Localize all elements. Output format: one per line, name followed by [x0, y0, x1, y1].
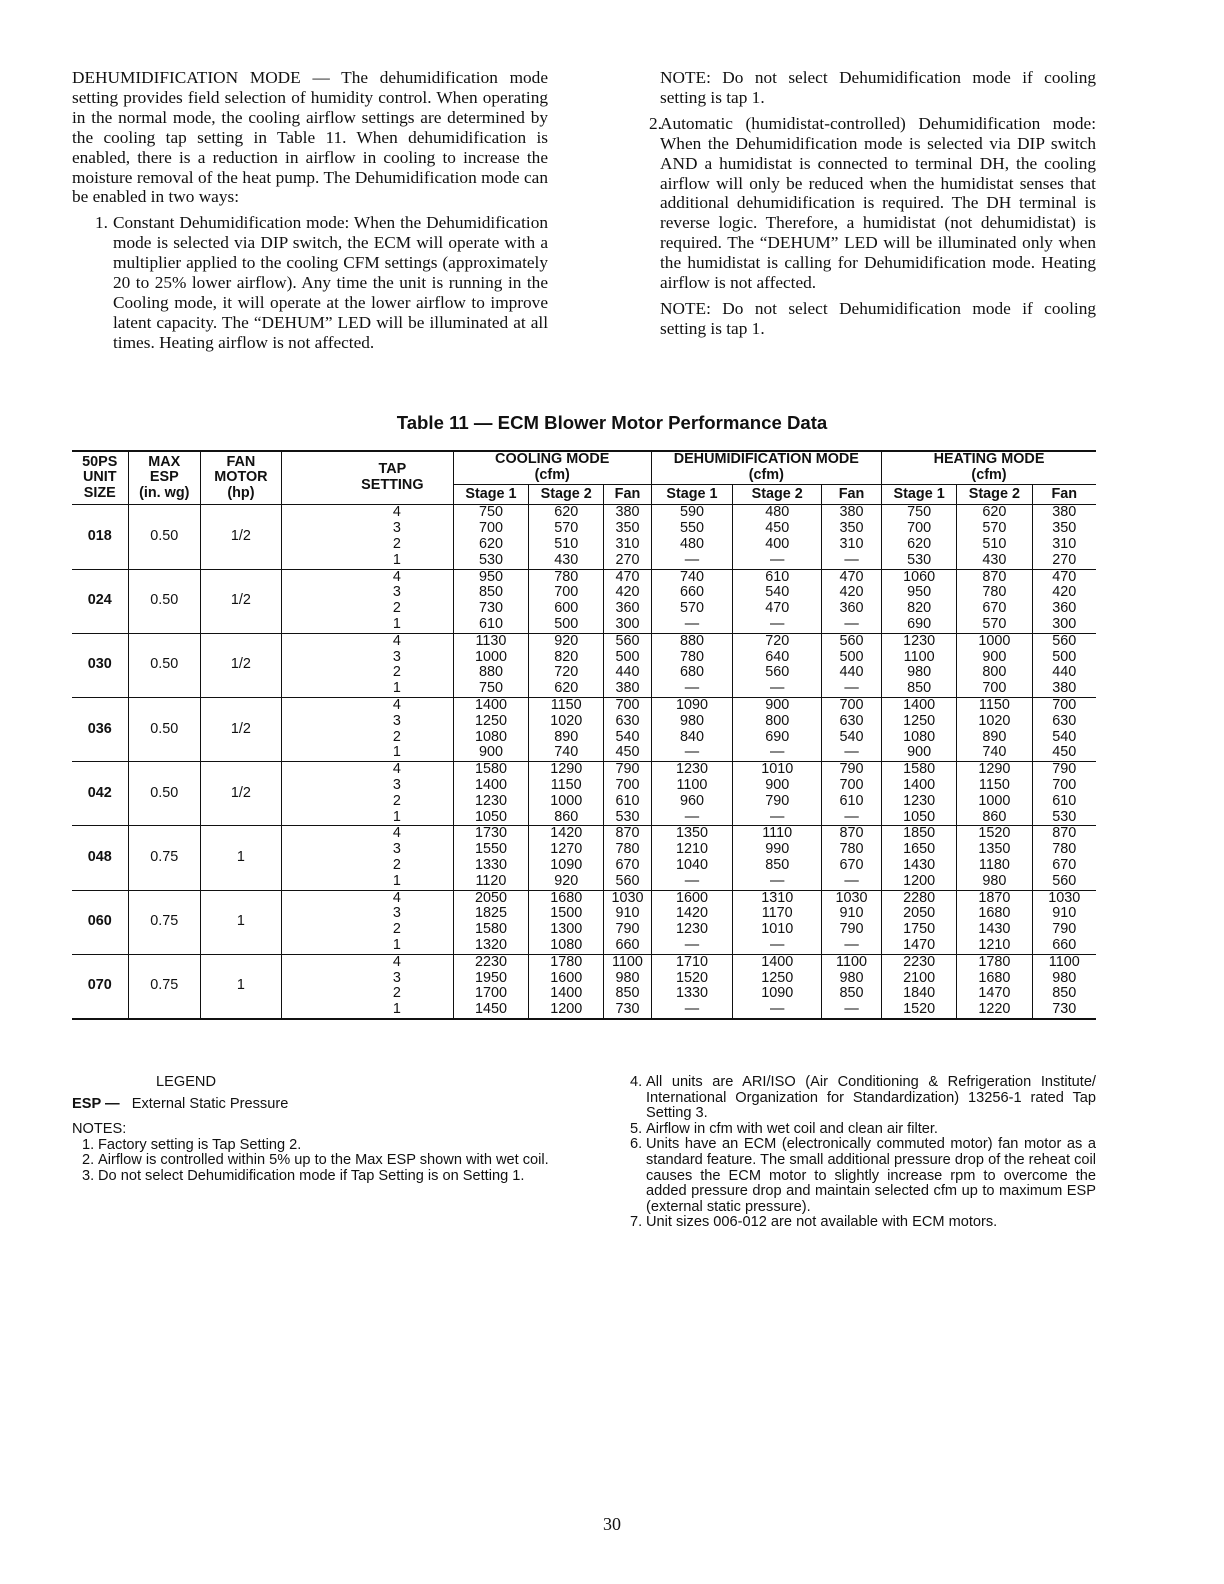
cooling-stage2-cell: 780 700 600 500 — [529, 569, 604, 633]
tap-setting-cell: 4 3 2 1 — [281, 890, 453, 954]
notes-list-right — [620, 1075, 1096, 1231]
dehum-stage1-cell: 740 660 570 — — [651, 569, 733, 633]
heating-stage2-cell: 1290 1150 1000 860 — [957, 762, 1032, 826]
fan-motor-hp-cell: 1/2 — [200, 762, 281, 826]
fan-motor-hp-cell: 1/2 — [200, 505, 281, 569]
heating-stage1-cell: 1850 1650 1430 1200 — [882, 826, 957, 890]
legend-esp — [72, 1097, 552, 1113]
note-item: 2. Airflow is controlled within 5% up to the Max ESP shown with wet coil. — [82, 1152, 549, 1169]
tap-setting-cell: 4 3 2 1 — [281, 633, 453, 697]
header-max-esp: MAX ESP (in. wg) — [128, 451, 200, 505]
dehum-fan-cell: 470 420 360 — — [822, 569, 882, 633]
note-item: 5. Airflow in cfm with wet coil and clean air filter. — [630, 1120, 938, 1137]
cooling-fan-cell: 560 500 440 380 — [604, 633, 651, 697]
table-row — [72, 826, 1096, 890]
table-row — [72, 505, 1096, 569]
heating-stage1-cell: 2280 2050 1750 1470 — [882, 890, 957, 954]
list-item — [72, 213, 548, 352]
dehum-stage2-cell: 720 640 560 — — [733, 633, 822, 697]
cooling-stage2-cell: 1680 1500 1300 1080 — [529, 890, 604, 954]
cooling-fan-cell: 870 780 670 560 — [604, 826, 651, 890]
constant-dehumidification-text: Constant Dehumidification mode: When the Dehumidification mode is selected via DIP switch, the ECM will operate with a multiplier applied to the cooling CFM settings (approximately 20 to 25% lower airflow). Any time the unit is running in the Cooling mode, it will operate at the lower airflow to improve latent capacity. The “DEHUM” LED will be illuminated at all times. Heating airflow is not affected. — [113, 213, 548, 352]
cooling-fan-cell: 470 420 360 300 — [604, 569, 651, 633]
note-item: 4. All units are ARI/ISO (Air Conditioning & Refrigeration Institute/ International Organization for Standardization) 13256-1 rated Tap Setting 3. — [630, 1074, 1096, 1122]
heating-stage2-cell: 1150 1020 890 740 — [957, 697, 1032, 761]
cooling-stage2-cell: 1150 1020 890 740 — [529, 697, 604, 761]
heating-fan-cell: 700 630 540 450 — [1032, 697, 1096, 761]
heating-fan-cell: 470 420 360 300 — [1032, 569, 1096, 633]
note-text: NOTE: Do not select Dehumidification mode if cooling setting is tap 1. — [660, 298, 1096, 338]
heating-stage2-cell: 620 570 510 430 — [957, 505, 1032, 569]
unit-size-cell: 036 — [72, 697, 128, 761]
notes-right-block — [620, 1075, 1096, 1231]
dehum-fan-cell: 560 500 440 — — [822, 633, 882, 697]
table-row — [72, 762, 1096, 826]
legend-abbreviation: ESP — — [72, 1095, 120, 1112]
max-esp-cell: 0.50 — [128, 505, 200, 569]
list-number: 1. — [95, 213, 108, 233]
note-item: 3. Do not select Dehumidification mode if Tap Setting is on Setting 1. — [82, 1167, 525, 1184]
tap-setting-cell: 4 3 2 1 — [281, 762, 453, 826]
list-item — [600, 114, 1096, 293]
max-esp-cell: 0.50 — [128, 697, 200, 761]
automatic-dehumidification-text: Automatic (humidistat-controlled) Dehumidification mode: When the Dehumidification mode is selected via DIP switch AND a humidistat is connected to terminal DH, the cooling airflow will only be reduced when the humidistat senses that additional dehumidification is required. The DH terminal is reverse logic. Therefore, a humidistat (not dehumidistat) is required. The “DEHUM” LED will be illuminated only when the humidistat is calling for Dehumidification mode. Heating airflow is not affected. — [660, 113, 1096, 293]
header-cooling-stage1: Stage 1 — [453, 484, 528, 505]
dehum-stage1-cell: 1230 1100 960 — — [651, 762, 733, 826]
cooling-stage2-cell: 620 570 510 430 — [529, 505, 604, 569]
heating-fan-cell: 790 700 610 530 — [1032, 762, 1096, 826]
cooling-stage1-cell: 1130 1000 880 750 — [453, 633, 528, 697]
dehum-fan-cell: 700 630 540 — — [822, 697, 882, 761]
dehum-fan-cell: 790 700 610 — — [822, 762, 882, 826]
dehum-fan-cell: 870 780 670 — — [822, 826, 882, 890]
max-esp-cell: 0.75 — [128, 890, 200, 954]
dehumidification-mode-paragraph: DEHUMIDIFICATION MODE — The dehumidification mode setting provides field selection of humidity control. When operating in the normal mode, the cooling airflow settings are determined by the cooling tap setting in Table 11. When dehumidification is enabled, there is a reduction in airflow in cooling to increase the moisture removal of the heat pump. The Dehumidification mode can be enabled in two ways: — [72, 68, 548, 207]
fan-motor-hp-cell: 1 — [200, 826, 281, 890]
table-row — [72, 697, 1096, 761]
max-esp-cell: 0.50 — [128, 762, 200, 826]
tap-setting-cell: 4 3 2 1 — [281, 569, 453, 633]
cooling-stage2-cell: 1290 1150 1000 860 — [529, 762, 604, 826]
dehum-stage2-cell: 610 540 470 — — [733, 569, 822, 633]
cooling-stage1-cell: 750 700 620 530 — [453, 505, 528, 569]
heating-stage1-cell: 1400 1250 1080 900 — [882, 697, 957, 761]
heating-stage1-cell: 1580 1400 1230 1050 — [882, 762, 957, 826]
heating-stage1-cell: 750 700 620 530 — [882, 505, 957, 569]
header-heating-stage2: Stage 2 — [957, 484, 1032, 505]
cooling-stage1-cell: 2050 1825 1580 1320 — [453, 890, 528, 954]
header-cooling-mode: COOLING MODE (cfm) — [453, 451, 651, 484]
legend-definition: External Static Pressure — [131, 1095, 289, 1112]
fan-motor-hp-cell: 1/2 — [200, 569, 281, 633]
cooling-fan-cell: 1100 980 850 730 — [604, 954, 651, 1019]
dehum-fan-cell: 1030 910 790 — — [822, 890, 882, 954]
heating-stage2-cell: 1520 1350 1180 980 — [957, 826, 1032, 890]
dehum-stage2-cell: 1110 990 850 — — [733, 826, 822, 890]
cooling-fan-cell: 700 630 540 450 — [604, 697, 651, 761]
note-item: 1. Factory setting is Tap Setting 2. — [82, 1136, 302, 1153]
cooling-stage1-cell: 1400 1250 1080 900 — [453, 697, 528, 761]
unit-size-cell: 042 — [72, 762, 128, 826]
dehum-stage1-cell: 1710 1520 1330 — — [651, 954, 733, 1019]
heating-fan-cell: 560 500 440 380 — [1032, 633, 1096, 697]
dehum-stage1-cell: 880 780 680 — — [651, 633, 733, 697]
cooling-fan-cell: 1030 910 790 660 — [604, 890, 651, 954]
dehum-stage1-cell: 590 550 480 — — [651, 505, 733, 569]
max-esp-cell: 0.50 — [128, 633, 200, 697]
note-item: 6. Units have an ECM (electronically commuted motor) fan motor as a standard feature. The small additional pressure drop of the reheat coil causes the ECM motor to slightly increase rpm to overcome the added pressure drop and maintain selected cfm up to maximum ESP (external static pressure). — [630, 1136, 1096, 1215]
unit-size-cell: 060 — [72, 890, 128, 954]
dehum-stage2-cell: 1010 900 790 — — [733, 762, 822, 826]
table-row — [72, 569, 1096, 633]
tap-setting-cell: 4 3 2 1 — [281, 826, 453, 890]
unit-size-cell: 030 — [72, 633, 128, 697]
ecm-performance-table — [72, 450, 1096, 1020]
legend-block — [72, 1075, 552, 1185]
header-heating-stage1: Stage 1 — [882, 484, 957, 505]
header-dehum-fan: Fan — [822, 484, 882, 505]
dehum-stage2-cell: 900 800 690 — — [733, 697, 822, 761]
tap-setting-cell: 4 3 2 1 — [281, 697, 453, 761]
notes-title: NOTES: — [72, 1121, 127, 1138]
table-row — [72, 890, 1096, 954]
cooling-stage1-cell: 1730 1550 1330 1120 — [453, 826, 528, 890]
table-row — [72, 633, 1096, 697]
heating-fan-cell: 380 350 310 270 — [1032, 505, 1096, 569]
table-title: Table 11 — ECM Blower Motor Performance Data — [396, 412, 828, 433]
cooling-stage2-cell: 1780 1600 1400 1200 — [529, 954, 604, 1019]
tap-setting-cell: 4 3 2 1 — [281, 954, 453, 1019]
heating-fan-cell: 870 780 670 560 — [1032, 826, 1096, 890]
heating-stage2-cell: 870 780 670 570 — [957, 569, 1032, 633]
header-tap-setting: TAP SETTING — [281, 451, 453, 505]
fan-motor-hp-cell: 1 — [200, 954, 281, 1019]
fan-motor-hp-cell: 1 — [200, 890, 281, 954]
dehum-fan-cell: 1100 980 850 — — [822, 954, 882, 1019]
page-number: 30 — [603, 1514, 621, 1534]
heating-fan-cell: 1030 910 790 660 — [1032, 890, 1096, 954]
dehum-stage1-cell: 1090 980 840 — — [651, 697, 733, 761]
header-dehum-stage1: Stage 1 — [651, 484, 733, 505]
table-row — [72, 954, 1096, 1019]
max-esp-cell: 0.75 — [128, 826, 200, 890]
header-cooling-stage2: Stage 2 — [529, 484, 604, 505]
header-unit-size: 50PS UNIT SIZE — [72, 451, 128, 505]
heating-stage2-cell: 1780 1680 1470 1220 — [957, 954, 1032, 1019]
heating-stage2-cell: 1870 1680 1430 1210 — [957, 890, 1032, 954]
header-fan-motor: FAN MOTOR (hp) — [200, 451, 281, 505]
cooling-fan-cell: 380 350 310 270 — [604, 505, 651, 569]
cooling-fan-cell: 790 700 610 530 — [604, 762, 651, 826]
notes-list-left — [72, 1138, 552, 1185]
heating-stage2-cell: 1000 900 800 700 — [957, 633, 1032, 697]
heating-stage1-cell: 1230 1100 980 850 — [882, 633, 957, 697]
fan-motor-hp-cell: 1/2 — [200, 633, 281, 697]
header-heating-mode: HEATING MODE (cfm) — [882, 451, 1097, 484]
max-esp-cell: 0.50 — [128, 569, 200, 633]
cooling-stage1-cell: 950 850 730 610 — [453, 569, 528, 633]
list-number: 2. — [649, 113, 662, 133]
header-dehum-stage2: Stage 2 — [733, 484, 822, 505]
unit-size-cell: 018 — [72, 505, 128, 569]
unit-size-cell: 070 — [72, 954, 128, 1019]
dehum-stage2-cell: 1310 1170 1010 — — [733, 890, 822, 954]
fan-motor-hp-cell: 1/2 — [200, 697, 281, 761]
header-cooling-fan: Fan — [604, 484, 651, 505]
heating-fan-cell: 1100 980 850 730 — [1032, 954, 1096, 1019]
max-esp-cell: 0.75 — [128, 954, 200, 1019]
dehum-stage2-cell: 1400 1250 1090 — — [733, 954, 822, 1019]
legend-title: LEGEND — [156, 1074, 217, 1090]
header-heating-fan: Fan — [1032, 484, 1096, 505]
intro-left-column — [72, 68, 548, 353]
note-item: 7. Unit sizes 006-012 are not available with ECM motors. — [630, 1214, 998, 1231]
unit-size-cell: 048 — [72, 826, 128, 890]
dehum-stage1-cell: 1350 1210 1040 — — [651, 826, 733, 890]
cooling-stage2-cell: 920 820 720 620 — [529, 633, 604, 697]
heating-stage1-cell: 1060 950 820 690 — [882, 569, 957, 633]
tap-setting-cell: 4 3 2 1 — [281, 505, 453, 569]
cooling-stage1-cell: 1580 1400 1230 1050 — [453, 762, 528, 826]
note-text: NOTE: Do not select Dehumidification mode if cooling setting is tap 1. — [660, 68, 1096, 107]
cooling-stage2-cell: 1420 1270 1090 920 — [529, 826, 604, 890]
dehum-fan-cell: 380 350 310 — — [822, 505, 882, 569]
dehum-stage2-cell: 480 450 400 — — [733, 505, 822, 569]
header-dehumidification-mode: DEHUMIDIFICATION MODE (cfm) — [651, 451, 881, 484]
cooling-stage1-cell: 2230 1950 1700 1450 — [453, 954, 528, 1019]
dehum-stage1-cell: 1600 1420 1230 — — [651, 890, 733, 954]
heating-stage1-cell: 2230 2100 1840 1520 — [882, 954, 957, 1019]
intro-right-column — [649, 68, 1096, 339]
unit-size-cell: 024 — [72, 569, 128, 633]
